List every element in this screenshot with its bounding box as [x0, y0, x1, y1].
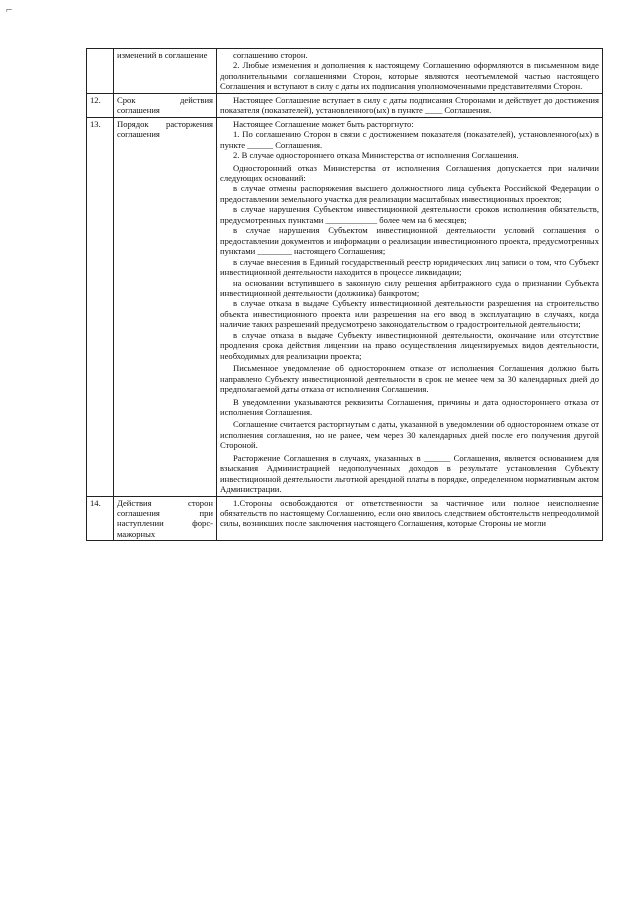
document-page: [86, 48, 602, 541]
section-paragraph: в случае нарушения Субъектом инвестиционной деятельности условий соглашения о предоставлении документов и информации о реализации инвестиционного проекта, предусмотренных пунктами ________ настоящего Соглашения;: [220, 225, 599, 257]
section-body: [217, 49, 603, 94]
section-paragraph: Соглашение считается расторгнутым с даты, указанной в уведомлении об одностороннем отказе от исполнения соглашения, но не ранее, чем через 30 календарных дней после его получения другой Стороной.: [220, 419, 599, 451]
section-paragraph: 1. По соглашению Сторон в связи с достижением показателя (показателей), установленного(ых) в пункте ______ Соглашения.: [220, 129, 599, 150]
page-corner-mark: ⌐: [6, 4, 13, 16]
section-paragraph: Расторжение Соглашения в случаях, указанных в ______ Соглашения, является основанием для взыскания Администрацией недополученных доходов в результате установления Субъекту инвестиционной деятельности льготной арендной платы в порядке, определенном нормативным актом Администрации.: [220, 452, 599, 495]
table-row: [87, 93, 603, 117]
section-title: изменений в соглашение: [114, 49, 217, 94]
section-paragraph: в случае нарушения Субъектом инвестиционной деятельности сроков исполнения обязательств, предусмотренных пунктами ____________ более чем на 6 месяцев;: [220, 204, 599, 225]
section-title: Порядок расторжения соглашения: [114, 117, 217, 496]
row-number: [87, 49, 114, 94]
section-paragraph: Настоящее Соглашение может быть расторгнуто:: [233, 118, 414, 129]
table-row: [87, 49, 603, 94]
section-body: [217, 496, 603, 541]
section-paragraph: на основании вступившего в законную силу решения арбитражного суда о признании Субъекта инвестиционной деятельности (должника) банкротом;: [220, 277, 599, 298]
section-paragraph: 2. В случае одностороннего отказа Министерства от исполнения Соглашения.: [233, 150, 519, 161]
section-paragraph: в случае отмены распоряжения высшего должностного лица субъекта Российской Федерации о предоставлении земельного участка для реализации масштабных инвестиционных проектов;: [220, 183, 599, 204]
table-row: [87, 496, 603, 541]
row-number: 13.: [87, 117, 114, 496]
section-paragraph: соглашению сторон.: [233, 50, 308, 60]
section-paragraph: в случае внесения в Единый государственный реестр юридических лиц записи о том, что Субъект инвестиционной деятельности находится в процессе ликвидации;: [220, 256, 599, 278]
section-paragraph: 2. Любые изменения и дополнения к настоящему Соглашению оформляются в письменном виде дополнительными соглашениями Сторон, которые являются неотъемлемой частью настоящего Соглашения и вступают в силу с даты их подписания уполномоченными представителями Сторон.: [220, 60, 599, 92]
section-body: [217, 117, 603, 496]
section-paragraph: Настоящее Соглашение вступает в силу с даты подписания Сторонами и действует до достижения показателя (показателей), установленного(ых) в пункте ____ Соглашения.: [220, 94, 599, 116]
section-paragraph: в случае отказа в выдаче Субъекту инвестиционной деятельности разрешения на строительство объекта инвестиционного проекта или разрешения на его ввод в эксплуатацию в случаях, когда наличие таких разрешений предусмотрено законодательством о градостроительной деятельности;: [220, 298, 599, 330]
section-body: [217, 93, 603, 117]
section-paragraph: Письменное уведомление об одностороннем отказе от исполнения Соглашения должно быть направлено Субъекту инвестиционной деятельности в срок не менее чем за 30 календарных дней до предполагаемой даты отказа от исполнения Соглашения.: [220, 363, 599, 395]
section-paragraph: Односторонний отказ Министерства от исполнения Соглашения допускается при наличии следующих оснований:: [220, 162, 599, 183]
table-row: [87, 117, 603, 496]
section-paragraph: В уведомлении указываются реквизиты Соглашения, причины и дата одностороннего отказа от исполнения Соглашения.: [220, 396, 599, 417]
section-paragraph: в случае отказа в выдаче Субъекту инвестиционной деятельности, окончание или отсутствие продления срока действия лицензии на право осуществления лицензируемых видов деятельности, необходимых для реализации проекта;: [220, 329, 599, 361]
section-title: Действия сторон соглашения при наступлении форс-мажорных: [114, 496, 217, 541]
agreement-table: [86, 48, 603, 541]
agreement-table-body: [87, 49, 603, 541]
row-number: 14.: [87, 496, 114, 541]
section-title: Срок действия соглашения: [114, 93, 217, 117]
row-number: 12.: [87, 93, 114, 117]
section-paragraph: 1.Стороны освобождаются от ответственности за частичное или полное неисполнение обязательств по настоящему Соглашению, если оно явилось следствием обстоятельств непреодолимой силы, возникших после заключения настоящего Соглашения, которые Стороны не могли: [220, 497, 599, 529]
